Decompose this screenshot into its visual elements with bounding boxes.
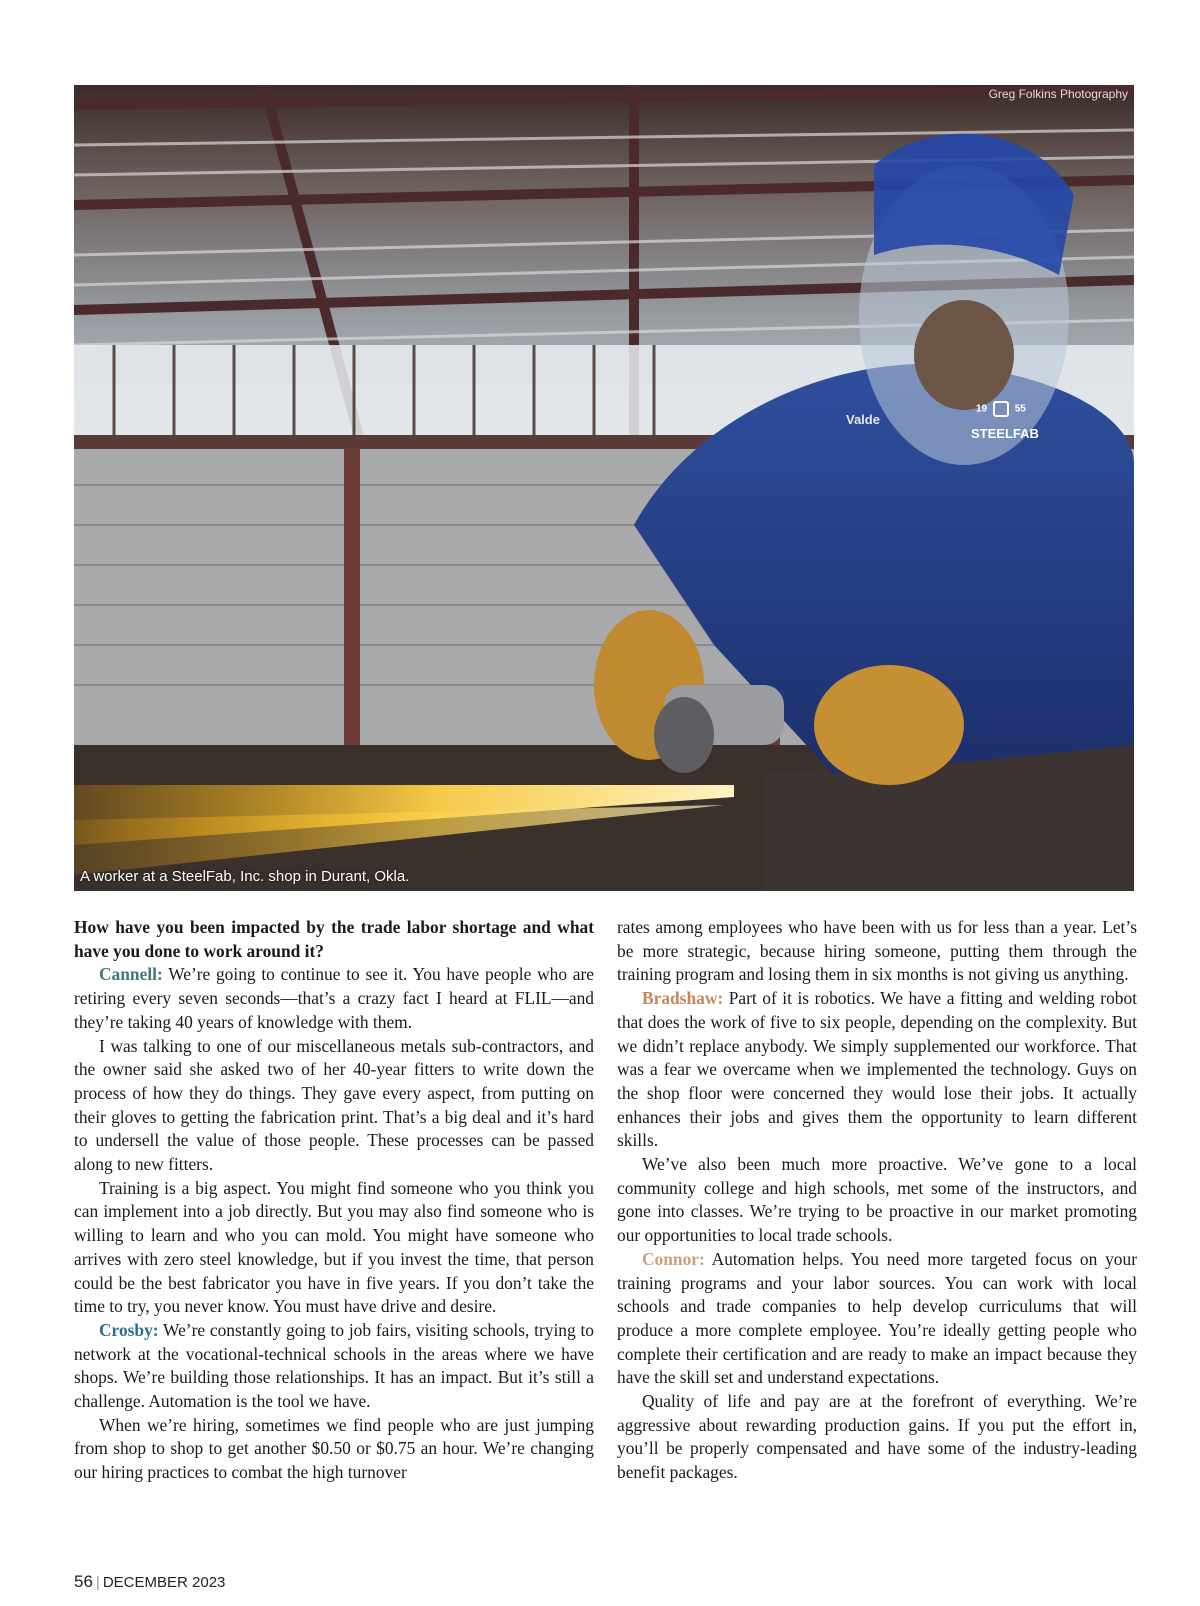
uniform-logo [976, 401, 1026, 417]
paragraph [74, 1414, 594, 1485]
paragraph [617, 987, 1137, 1153]
speaker-name: Bradshaw: [642, 988, 724, 1009]
paragraph [74, 1177, 594, 1319]
paragraph-text: rates among employees who have been with us for less than a year. Let’s be more strategic, because hiring someone, putting them through the training program and losing them in six months is not giving us anything. [617, 917, 1137, 985]
uniform-brand: STEELFAB [971, 426, 1039, 441]
issue-date: DECEMBER 2023 [102, 1574, 226, 1591]
paragraph-text: Quality of life and pay are at the forefront of everything. We’re aggressive about rewarding production gains. If you put the effort in, you’ll be properly compensated and have some of the industry-leading benefit packages. [617, 1391, 1137, 1483]
paragraph [74, 1319, 594, 1414]
speaker-name: Cannell: [99, 964, 163, 985]
steelfab-logo-icon [993, 401, 1009, 417]
paragraph-text: When we’re hiring, sometimes we find people who are just jumping from shop to shop to get another $0.50 or $0.75 an hour. We’re changing our hiring practices to combat the high turnover [74, 1414, 594, 1483]
speaker-name: Connor: [642, 1248, 705, 1269]
photo-credit: Greg Folkins Photography [988, 87, 1128, 101]
right-column [617, 916, 1137, 1485]
paragraph [74, 963, 594, 1034]
paragraph [617, 1153, 1137, 1248]
paragraph-text: Part of it is robotics. We have a fitting and welding robot that does the work of five to six people, depending on the complexity. But we didn’t replace anybody. We simply supplemented our workforce. That was a fear we overcame when we implemented the technology. Guys on the shop floor were concerned they would lose their jobs. It actually enhances their jobs and gives them the opportunity to learn different skills. [617, 988, 1137, 1151]
paragraph [617, 1390, 1137, 1485]
paragraph-text: We’ve also been much more proactive. We’ve gone to a local community college and high schools, met some of the instructors, and gone into classes. We’re trying to be proactive in our market promoting our opportunities to local trade schools. [617, 1154, 1137, 1246]
uniform-logo-year-right: 55 [1014, 403, 1026, 415]
shop-floor-illustration [74, 85, 1134, 891]
interview-question: How have you been impacted by the trade labor shortage and what have you done to work around it? [74, 917, 594, 961]
feature-photo [74, 85, 1134, 891]
paragraph-text: I was talking to one of our miscellaneous metals sub-contractors, and the owner said she asked two of her 40-year fitters to write down the process of how they do things. They gave every aspect, from putting on their gloves to getting the fabrication print. That’s a big deal and it’s hard to undersell the value of those people. These processes can be passed along to new fitters. [74, 1035, 594, 1175]
footer-separator: | [95, 1574, 100, 1591]
uniform-name-patch: Valde [846, 412, 880, 427]
paragraph-text: We’re going to continue to see it. You have people who are retiring every seven seconds—that’s a crazy fact I heard at FLIL—and they’re taking 40 years of knowledge with them. [74, 964, 594, 1032]
page-footer [74, 1572, 225, 1592]
speaker-name: Crosby: [99, 1319, 159, 1340]
uniform-logo-year-left: 19 [976, 403, 988, 415]
paragraph-text: We’re constantly going to job fairs, visiting schools, trying to network at the vocational-technical schools in the areas where we have shops. We’re building those relationships. It has an impact. But it’s still a challenge. Automation is the tool we have. [74, 1319, 594, 1412]
paragraph [74, 1035, 594, 1177]
paragraph [617, 1248, 1137, 1390]
paragraph-text: Automation helps. You need more targeted focus on your training programs and your labor sources. You can work with local schools and trade companies to help develop curriculums that will produce a more complete employee. You’re ideally getting people who complete their certification and are ready to make an impact because they have the skill set and understand expectations. [617, 1248, 1137, 1388]
paragraph-text: Training is a big aspect. You might find someone who you think you can implement into a job directly. But you may also find someone who is willing to learn and who you can mold. You might have someone who arrives with zero steel knowledge, but if you invest the time, that person could be the best fabricator you have in five years. If you don’t take the time to try, you never know. You must have drive and desire. [74, 1177, 594, 1317]
page-number: 56 [74, 1572, 93, 1591]
paragraph [617, 916, 1137, 987]
left-column [74, 916, 594, 1485]
photo-caption: A worker at a SteelFab, Inc. shop in Durant, Okla. [80, 868, 410, 885]
